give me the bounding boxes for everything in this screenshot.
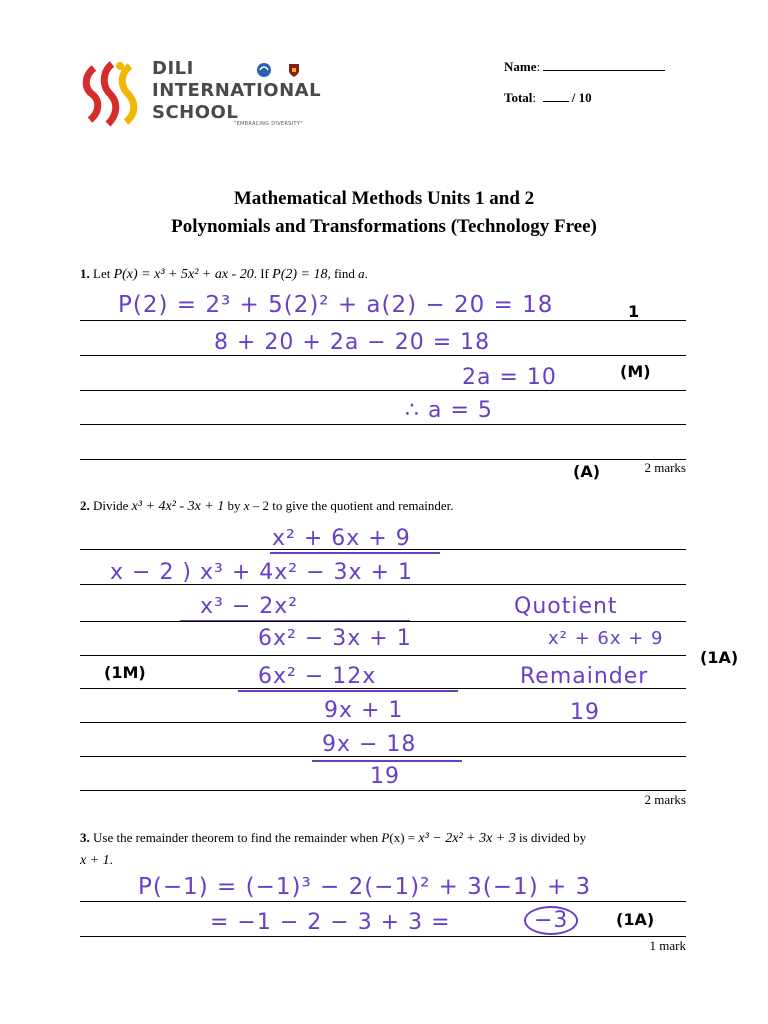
question-1 [80, 266, 368, 283]
page-title: Mathematical Methods Units 1 and 2 [233, 188, 535, 209]
crest-badge-icon [286, 62, 302, 78]
q1-work-line-2: 8 + 20 + 2a − 20 = 18 [214, 330, 491, 355]
question-2 [80, 498, 454, 515]
q3-circled-answer: −3 [524, 906, 578, 935]
q3-work-line-2: = −1 − 2 − 3 + 3 = [210, 910, 451, 935]
q2-step-3: 9x − 18 [322, 732, 417, 757]
q2-remainder-value: 19 [570, 700, 600, 725]
q2-marks: 2 marks [644, 792, 686, 807]
q3-number: 3. [80, 830, 90, 845]
answer-line [80, 621, 686, 622]
q2-subtract-bar-3 [312, 760, 462, 762]
school-logo-mark-icon [80, 58, 152, 130]
q2-divisor: x [243, 498, 250, 513]
school-name-line3: SCHOOL [152, 102, 239, 123]
q3-marks: 1 mark [649, 938, 686, 953]
q1-number: 1. [80, 266, 90, 281]
q2-number: 2. [80, 498, 90, 513]
ib-badge-icon [256, 62, 272, 78]
q2-final-remainder: 19 [370, 764, 400, 789]
total-blank[interactable] [543, 89, 569, 102]
q1-answer-mark: (A) [573, 462, 601, 481]
q2-division-bar [270, 552, 440, 554]
q3-expression: x³ − 2x² + 3x + 3 [418, 831, 516, 846]
q1-tick: 1 [628, 302, 640, 321]
q2-subtract-bar-2 [238, 690, 458, 692]
q2-remainder-step-2: 9x + 1 [324, 698, 404, 723]
name-field: Name: [504, 58, 665, 75]
q2-by: by [227, 498, 241, 513]
q3-p: P [381, 830, 390, 845]
name-blank[interactable] [543, 58, 665, 71]
q3-post: is divided by [519, 830, 587, 845]
question-3 [80, 830, 586, 847]
q2-step-2: 6x² − 12x [258, 664, 377, 689]
q1-condition: P(2) = 18 [272, 267, 328, 282]
answer-line [80, 355, 686, 356]
q2-rest: – 2 to give the quotient and remainder. [252, 498, 454, 513]
q1-work-line-3: 2a = 10 [462, 365, 557, 390]
q1-pre: Let [93, 266, 111, 281]
answer-line [80, 936, 686, 937]
q2-method-mark: (1M) [104, 663, 146, 682]
answer-line [80, 459, 686, 460]
answer-line [80, 688, 686, 689]
answer-line [80, 655, 686, 656]
total-label: Total [504, 90, 533, 105]
school-name-line2: INTERNATIONAL [152, 80, 322, 101]
q1-expression: P(x) = x³ + 5x² + ax - 20 [113, 267, 254, 282]
page-subtitle: Polynomials and Transformations (Technology Free) [171, 216, 597, 237]
q3-work-line-1: P(−1) = (−1)³ − 2(−1)² + 3(−1) + 3 [138, 874, 592, 900]
q2-quotient: x² + 6x + 9 [272, 526, 411, 551]
q3-p-arg: (x) = [389, 830, 416, 845]
q1-variable: a [358, 266, 365, 281]
q1-end: . [364, 266, 368, 281]
q2-expression: x³ + 4x² - 3x + 1 [131, 499, 225, 514]
q2-remainder-step-1: 6x² − 3x + 1 [258, 626, 412, 651]
q1-post: , find [327, 266, 355, 281]
name-label: Name [504, 59, 537, 74]
school-name-line1: DILI [152, 58, 194, 79]
q1-marks: 2 marks [644, 460, 686, 475]
answer-line [80, 584, 686, 585]
q2-quotient-label: Quotient [514, 594, 618, 619]
q1-mid: . If [253, 266, 269, 281]
answer-line [80, 756, 686, 757]
q1-work-line-1: P(2) = 2³ + 5(2)² + a(2) − 20 = 18 [118, 292, 554, 318]
q3-divisor: x + 1 [80, 853, 110, 868]
q2-answer-mark: (1A) [700, 648, 739, 667]
total-field: Total: / 10 [504, 90, 592, 105]
answer-line [80, 790, 686, 791]
answer-line [80, 901, 686, 902]
q2-quotient-value: x² + 6x + 9 [548, 628, 664, 649]
q2-pre: Divide [93, 498, 129, 513]
total-suffix: / 10 [571, 90, 592, 105]
answer-line [80, 549, 686, 550]
q2-step-1: x³ − 2x² [200, 594, 299, 619]
q3-pre: Use the remainder theorem to find the remainder when [93, 830, 379, 845]
q1-method-mark: (M) [620, 362, 651, 381]
answer-line [80, 424, 686, 425]
q1-work-line-4: ∴ a = 5 [405, 398, 493, 423]
answer-line [80, 320, 686, 321]
school-tagline: "EMBRACING DIVERSITY" [234, 121, 303, 127]
answer-line [80, 390, 686, 391]
q3-end: . [109, 852, 113, 867]
answer-line [80, 722, 686, 723]
question-3-line-2 [80, 852, 113, 869]
q3-answer-mark: (1A) [616, 910, 655, 929]
q2-dividend: x − 2 ) x³ + 4x² − 3x + 1 [110, 560, 413, 585]
q2-remainder-label: Remainder [520, 664, 649, 689]
